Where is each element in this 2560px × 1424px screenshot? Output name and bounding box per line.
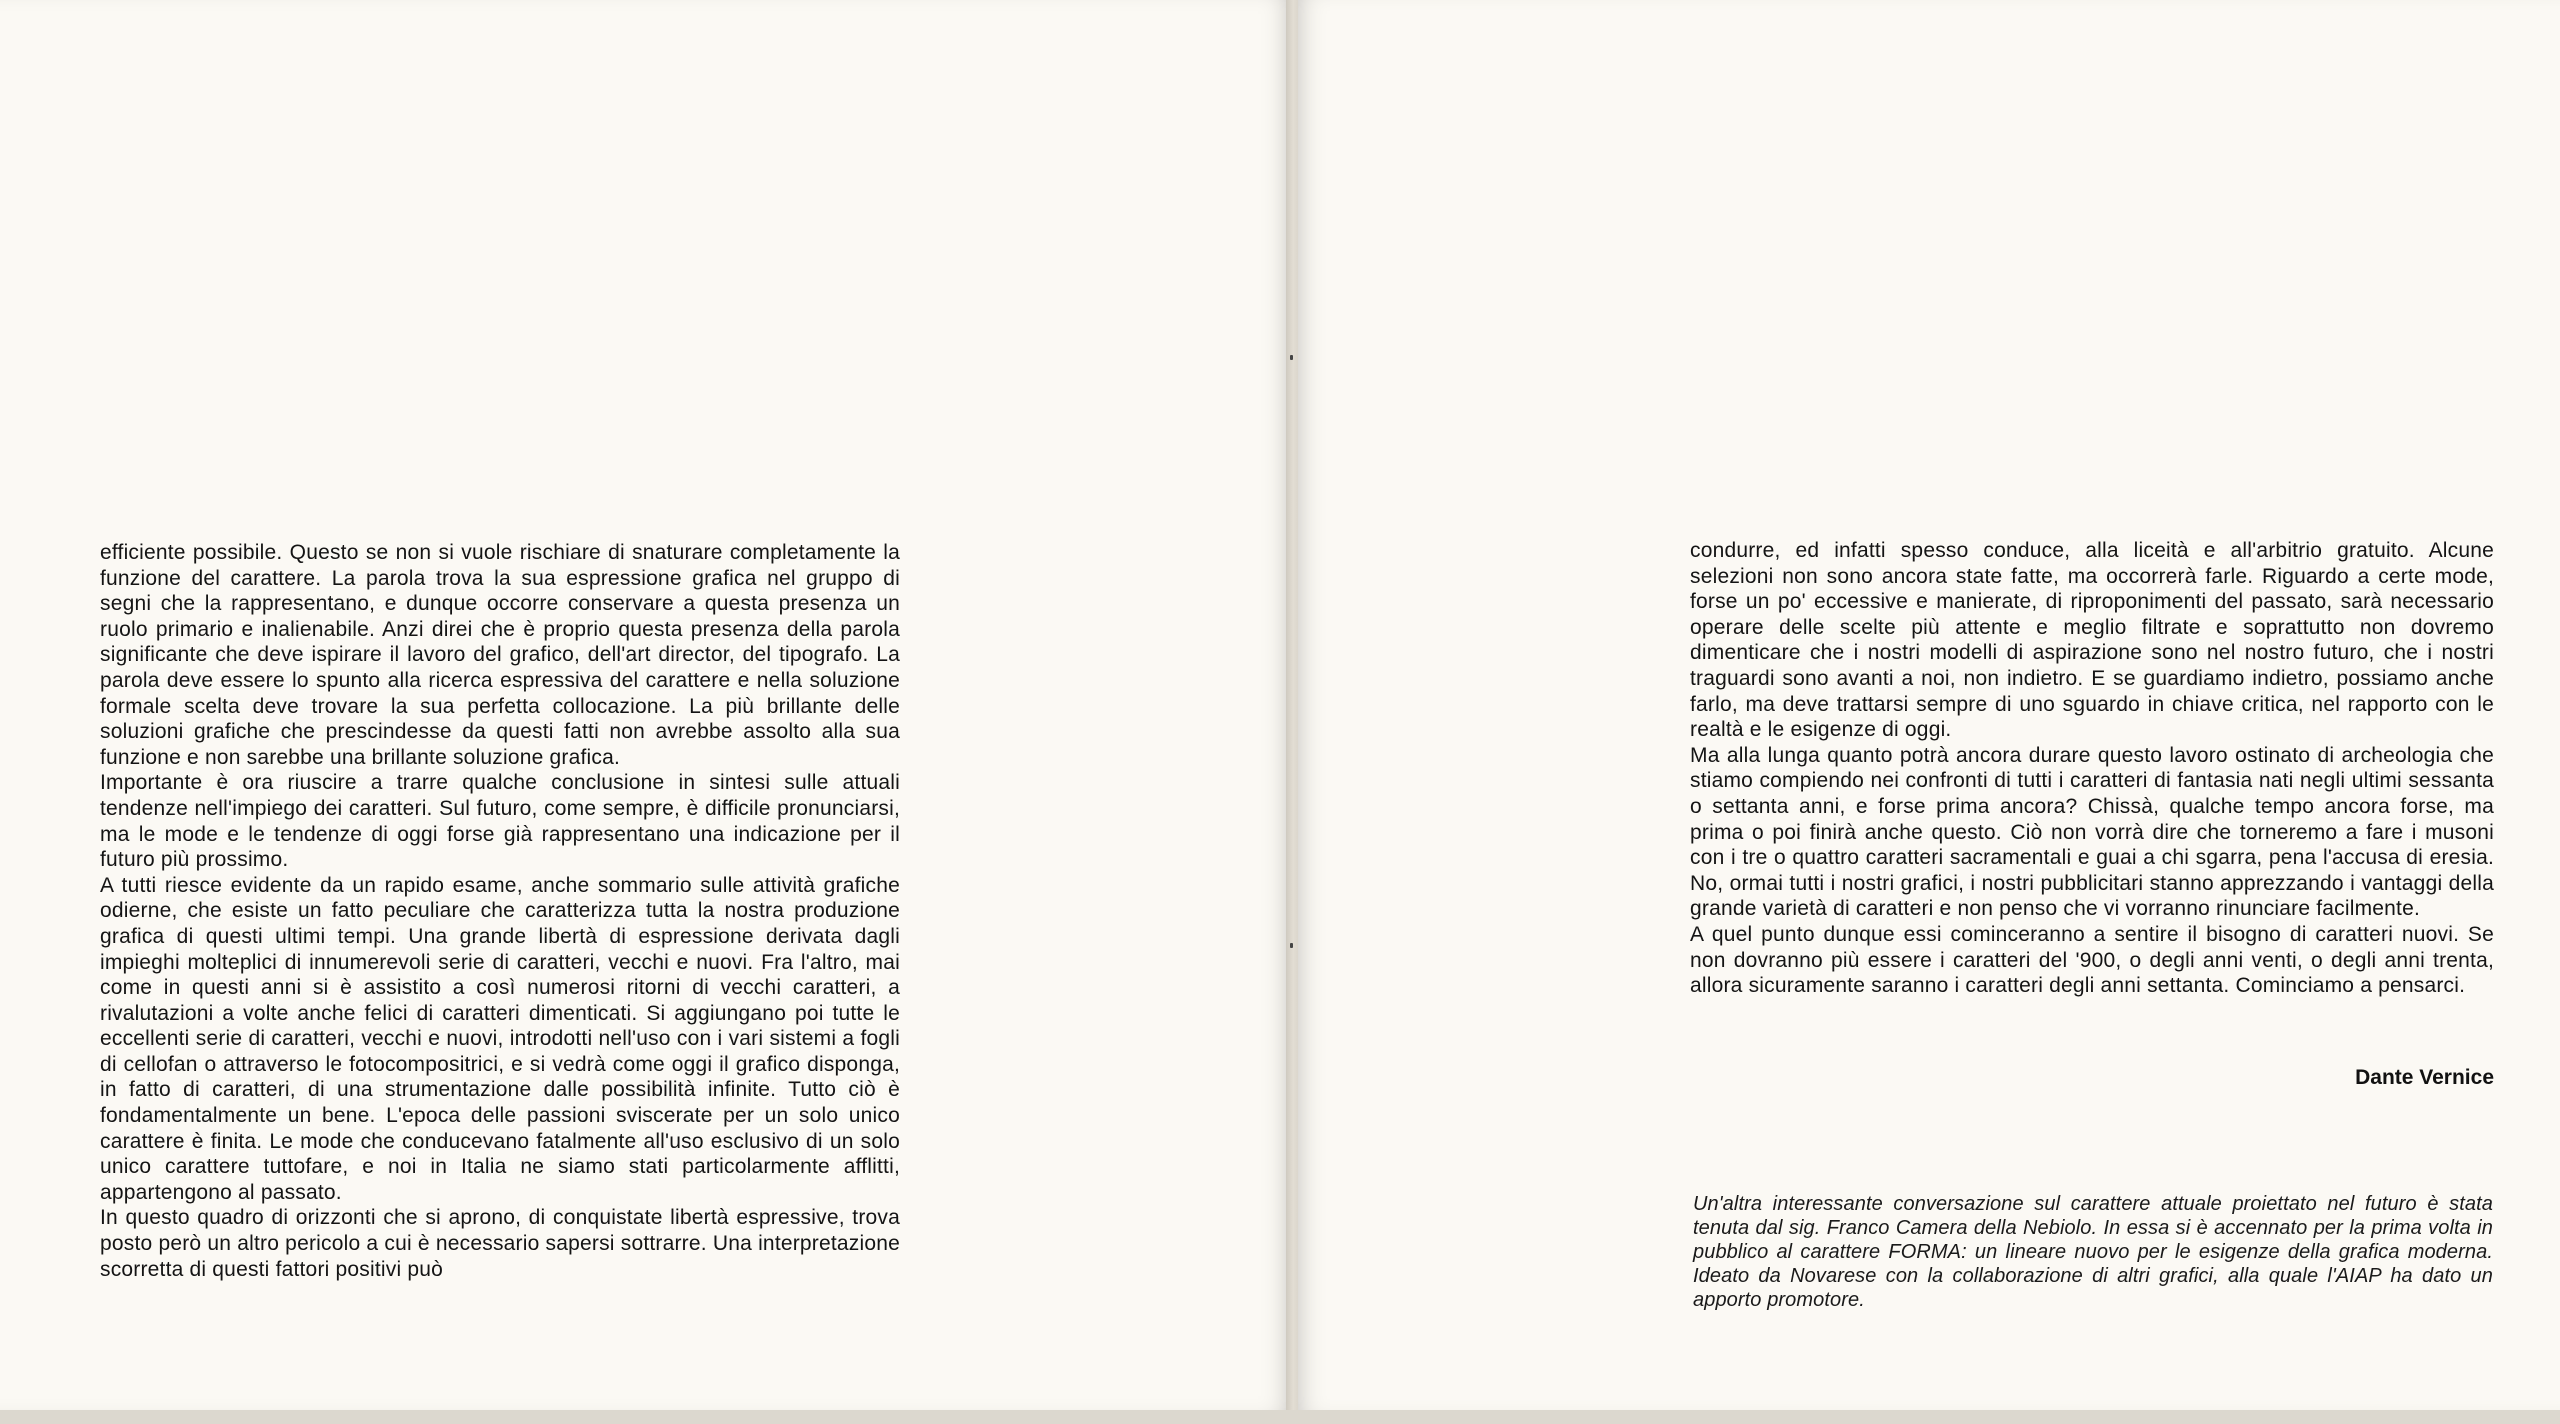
- left-paragraph-1: efficiente possibile. Questo se non si vuole rischiare di snaturare completamente la funzione del carattere. La parola trova la sua espressione grafica nel gruppo di segni che la rappresentano, e dunque occorre conservare a questa presenza un ruolo primario e inalienabile. Anzi direi che è proprio questa presenza della parola significante che deve ispirare il lavoro del grafico, dell'art director, del tipografo. La parola deve essere lo spunto alla ricerca espressiva del carattere e nella soluzione formale scelta deve trovare la sua perfetta collocazione. La più brillante delle soluzioni grafiche che prescindesse da questi fatti non avrebbe assolto alla sua funzione e non sarebbe una brillante soluzione grafica.: [100, 541, 900, 769]
- right-paragraph-2: Ma alla lunga quanto potrà ancora durare questo lavoro ostinato di archeologia che stiamo compiendo nei confronti di tutti i caratteri di fantasia nati negli ultimi sessanta o settanta anni, e forse prima ancora? Chissà, qualche tempo ancora forse, ma prima o poi finirà anche questo. Ciò non vorrà dire che torneremo a fare i musoni con i tre o quattro caratteri sacramentali e guai a chi sgarra, pena l'accusa di eresia. No, ormai tutti i nostri grafici, i nostri pubblicitari stanno apprezzando i vantaggi della grande varietà di caratteri e non penso che vi vorranno rinunciare facilmente.: [1690, 743, 2494, 921]
- page-bottom-edge: [0, 1410, 2560, 1424]
- binding-staple-mark: [1290, 355, 1293, 360]
- left-text-column: [100, 540, 900, 1282]
- left-paragraph-4: In questo quadro di orizzonti che si aprono, di conquistate libertà espressive, trova posto però un altro pericolo a cui è necessario sapersi sottrarre. Una interpretazione scorretta di questi fattori positivi può: [100, 1206, 900, 1281]
- left-paragraph-3: A tutti riesce evidente da un rapido esame, anche sommario sulle attività grafiche odierne, che esiste un fatto peculiare che caratterizza tutta la nostra produzione grafica di questi ultimi tempi. Una grande libertà di espressione derivata dagli impieghi molteplici di innumerevoli serie di caratteri, vecchi e nuovi. Fra l'altro, mai come in questi anni si è assistito a così numerosi ritorni di vecchi caratteri, a rivalutazioni a volte anche felici di caratteri dimenticati. Si aggiungano poi tutte le eccellenti serie di caratteri, vecchi e nuovi, introdotti nell'uso con i vari sistemi a fogli di cellofan o attraverso le fotocompositrici, e si vedrà come oggi il grafico disponga, in fatto di caratteri, di una strumentazione dalle possibilità infinite. Tutto ciò è fondamentalmente un bene. L'epoca delle passioni sviscerate per un solo unico carattere è finita. Le mode che conducevano fatalmente all'uso esclusivo di un solo unico carattere tuttofare, e noi in Italia ne siamo stati particolarmente afflitti, appartengono al passato.: [100, 873, 900, 1204]
- left-paragraph-2: Importante è ora riuscire a trarre qualche conclusione in sintesi sulle attuali tendenze nell'impiego dei caratteri. Sul futuro, come sempre, è difficile pronunciarsi, ma le mode e le tendenze di oggi forse già rappresentano una indicazione per il futuro più prossimo.: [100, 771, 900, 872]
- right-text-column: [1690, 538, 2494, 999]
- author-signature: Dante Vernice: [2355, 1066, 2494, 1089]
- binding-staple-mark: [1290, 943, 1293, 948]
- left-page: [0, 0, 1290, 1410]
- right-paragraph-1: condurre, ed infatti spesso conduce, alla liceità e all'arbitrio gratuito. Alcune selezioni non sono ancora state fatte, ma occorrerà farle. Riguardo a certe mode, forse un po' eccessive e manierate, di riproponimenti del passato, sarà necessario operare delle scelte più attente e meglio filtrate e soprattutto non dovremo dimenticare che i nostri modelli di aspirazione sono nel nostro futuro, che i nostri traguardi sono avanti a noi, non indietro. E se guardiamo indietro, possiamo anche farlo, ma deve trattarsi sempre di uno sguardo in chiave critica, nel rapporto con le realtà e le esigenze di oggi.: [1690, 539, 2494, 742]
- italic-footnote: Un'altra interessante conversazione sul carattere attuale proiettato nel futuro è stata tenuta dal sig. Franco Camera della Nebiolo. In essa si è accennato per la prima volta in pubblico al carattere FORMA: un lineare nuovo per le esigenze della grafica moderna. Ideato da Novarese con la collaborazione di altri grafici, alla quale l'AIAP ha dato un apporto promotore.: [1693, 1193, 2493, 1311]
- right-paragraph-3: A quel punto dunque essi cominceranno a sentire il bisogno di caratteri nuovi. Se non dovranno più essere i caratteri del '900, o degli anni venti, o degli anni trenta, allora sicuramente saranno i caratteri degli anni settanta. Cominciamo a pensarci.: [1690, 922, 2494, 998]
